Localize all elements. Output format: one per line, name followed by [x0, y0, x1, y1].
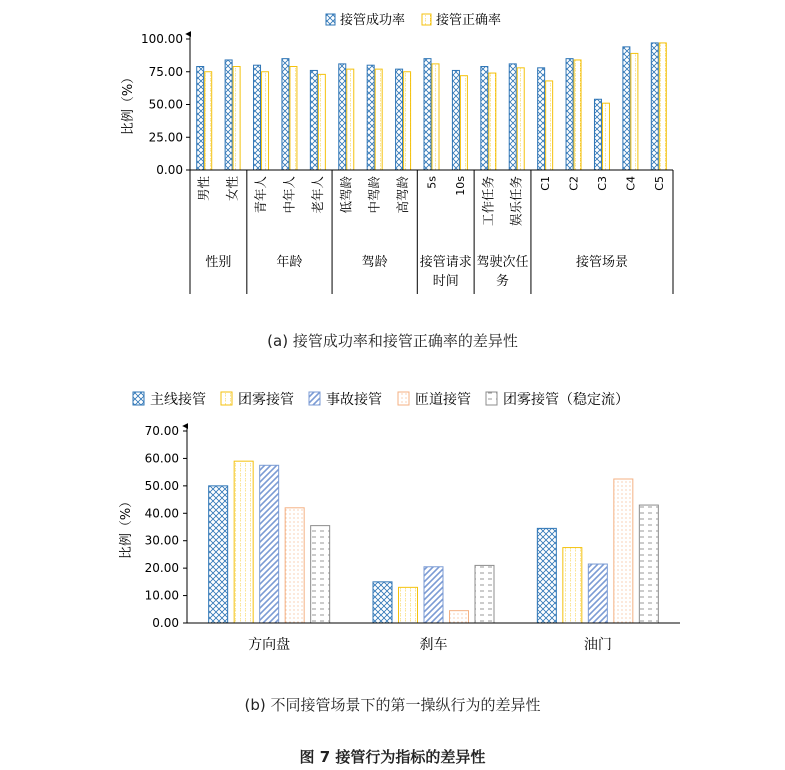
chart-b: [119, 391, 680, 653]
legend-b-label: 主线接管: [150, 392, 206, 408]
chart-a-group-label-line: 驾驶次任: [476, 255, 529, 270]
legend-a-label: 接管成功率: [340, 13, 406, 28]
chart-b-category-labels: [248, 636, 612, 653]
caption-a: (a) 接管成功率和接管正确率的差异性: [267, 332, 518, 350]
chart-b-bar: [373, 582, 392, 623]
legend-a-label: 接管正确率: [436, 13, 502, 28]
chart-a-bar-success: [282, 59, 289, 170]
chart-a: [121, 12, 673, 294]
chart-a-bar-success: [452, 70, 459, 170]
chart-b-bar: [614, 479, 633, 623]
chart-a-category: C3: [595, 176, 609, 191]
chart-b-ytick: 0.00: [152, 616, 179, 630]
chart-b-category: 刹车: [419, 637, 448, 653]
chart-a-category: 高驾龄: [395, 176, 411, 214]
chart-a-category-labels: [196, 176, 666, 227]
legend-b: [133, 391, 629, 408]
legend-b-swatch: [221, 392, 232, 405]
chart-a-group-label: 驾龄: [361, 255, 388, 270]
chart-a-category: 5s: [425, 176, 439, 189]
legend-b-label: 团雾接管: [238, 392, 294, 408]
chart-a-bar-correct: [574, 60, 581, 170]
chart-a-bar-success: [566, 59, 573, 170]
chart-a-category: C5: [652, 176, 666, 191]
chart-a-category: 低驾龄: [338, 176, 354, 214]
chart-b-bar: [234, 461, 253, 623]
chart-a-bar-success: [225, 60, 232, 170]
chart-b-ytick: 70.00: [144, 424, 179, 438]
chart-a-bar-success: [509, 64, 516, 170]
chart-b-bar: [260, 465, 279, 623]
chart-a-ytick: 100.00: [141, 32, 183, 46]
chart-b-bar: [209, 486, 228, 623]
chart-a-bar-success: [538, 68, 545, 170]
chart-a-bars: [197, 43, 667, 170]
chart-a-group-label: [420, 254, 472, 289]
chart-a-bar-success: [424, 59, 431, 170]
legend-b-swatch: [486, 392, 497, 405]
legend-b-swatch: [398, 392, 409, 405]
chart-b-bar: [311, 526, 330, 623]
chart-b-category: 油门: [583, 637, 612, 653]
chart-a-bar-correct: [347, 69, 354, 170]
chart-a-ytick: 75.00: [148, 64, 183, 79]
chart-b-ytick: 10.00: [144, 588, 179, 603]
chart-a-ylabel: 比例（%）: [121, 70, 136, 136]
chart-a-bar-success: [254, 65, 261, 170]
chart-a-bar-correct: [262, 72, 269, 170]
chart-a-category: 中年人: [281, 176, 297, 214]
chart-a-group-label: 接管场景: [575, 255, 628, 270]
chart-b-yticks: [145, 424, 187, 630]
chart-a-group-label-line: 接管请求: [419, 255, 472, 270]
legend-a-swatch: [326, 14, 335, 25]
chart-a-bar-correct: [205, 72, 212, 170]
chart-b-ylabel: 比例（%）: [119, 494, 134, 560]
chart-a-group-label-line: 时间: [432, 274, 459, 289]
chart-a-bar-correct: [546, 81, 553, 170]
chart-a-category: 10s: [453, 176, 467, 196]
legend-b-swatch: [309, 392, 320, 405]
chart-a-bar-correct: [404, 72, 411, 170]
chart-a-category: 男性: [196, 176, 212, 202]
chart-a-bar-success: [197, 67, 204, 170]
chart-a-ytick: 0.00: [156, 163, 183, 177]
chart-b-bar: [424, 567, 443, 623]
chart-a-bar-correct: [460, 76, 467, 170]
chart-a-bar-success: [310, 70, 317, 170]
chart-b-category: 方向盘: [248, 637, 291, 653]
chart-b-ytick: 50.00: [144, 478, 179, 493]
chart-a-category: 中驾龄: [366, 176, 382, 214]
chart-a-bar-correct: [375, 69, 382, 170]
chart-b-ytick: 40.00: [144, 506, 179, 521]
chart-a-category: C1: [539, 176, 553, 191]
chart-a-ytick: 25.00: [148, 130, 183, 145]
chart-a-category: 工作任务: [480, 176, 496, 227]
legend-b-label: 匝道接管: [415, 392, 471, 408]
chart-a-bar-success: [339, 64, 346, 170]
chart-a-group-label-line: 务: [496, 274, 510, 289]
chart-b-bar: [537, 528, 556, 623]
chart-b-ytick: 20.00: [144, 561, 179, 576]
chart-a-bar-correct: [233, 67, 240, 170]
figure-title: 图 7 接管行为指标的差异性: [299, 748, 486, 766]
chart-a-group-label: 性别: [205, 255, 232, 270]
chart-a-bar-correct: [489, 73, 496, 170]
chart-a-bar-success: [481, 67, 488, 170]
legend-a-swatch: [422, 14, 431, 25]
chart-a-category: 老年人: [309, 176, 325, 214]
legend-b-swatch: [133, 392, 144, 405]
chart-a-bar-success: [594, 99, 601, 170]
chart-b-bar: [450, 611, 469, 623]
chart-a-bar-correct: [659, 43, 666, 170]
chart-a-category: 女性: [224, 176, 240, 202]
chart-b-bar: [563, 548, 582, 623]
chart-a-bar-correct: [290, 67, 297, 170]
chart-a-bar-success: [651, 43, 658, 170]
caption-b: (b) 不同接管场景下的第一操纵行为的差异性: [244, 696, 541, 714]
chart-b-ytick: 30.00: [144, 533, 179, 548]
chart-b-bar: [285, 508, 304, 623]
chart-a-bar-correct: [432, 64, 439, 170]
chart-b-bar: [399, 587, 418, 623]
chart-a-category: C2: [567, 176, 581, 191]
chart-a-group-label: [477, 254, 529, 289]
chart-a-yticks: [141, 32, 190, 177]
chart-a-bar-success: [396, 69, 403, 170]
chart-a-ytick: 50.00: [148, 97, 183, 112]
chart-b-ytick: 60.00: [144, 451, 179, 466]
legend-b-label: 事故接管: [326, 392, 382, 408]
legend-a: [326, 12, 501, 28]
chart-a-bar-correct: [602, 103, 609, 170]
chart-a-category: 娱乐任务: [508, 176, 524, 227]
chart-b-bars: [209, 461, 659, 623]
chart-a-bar-success: [367, 65, 374, 170]
chart-a-bar-correct: [318, 74, 325, 170]
chart-a-category: C4: [624, 176, 638, 191]
chart-a-bar-correct: [631, 53, 638, 170]
chart-b-bar: [475, 565, 494, 623]
chart-a-bar-success: [623, 47, 630, 170]
chart-b-bar: [639, 505, 658, 623]
chart-b-bar: [588, 564, 607, 623]
chart-a-category: 青年人: [253, 176, 269, 214]
chart-a-bar-correct: [517, 68, 524, 170]
legend-b-label: 团雾接管（稳定流）: [503, 392, 629, 408]
chart-a-group-label: 年龄: [276, 255, 303, 270]
